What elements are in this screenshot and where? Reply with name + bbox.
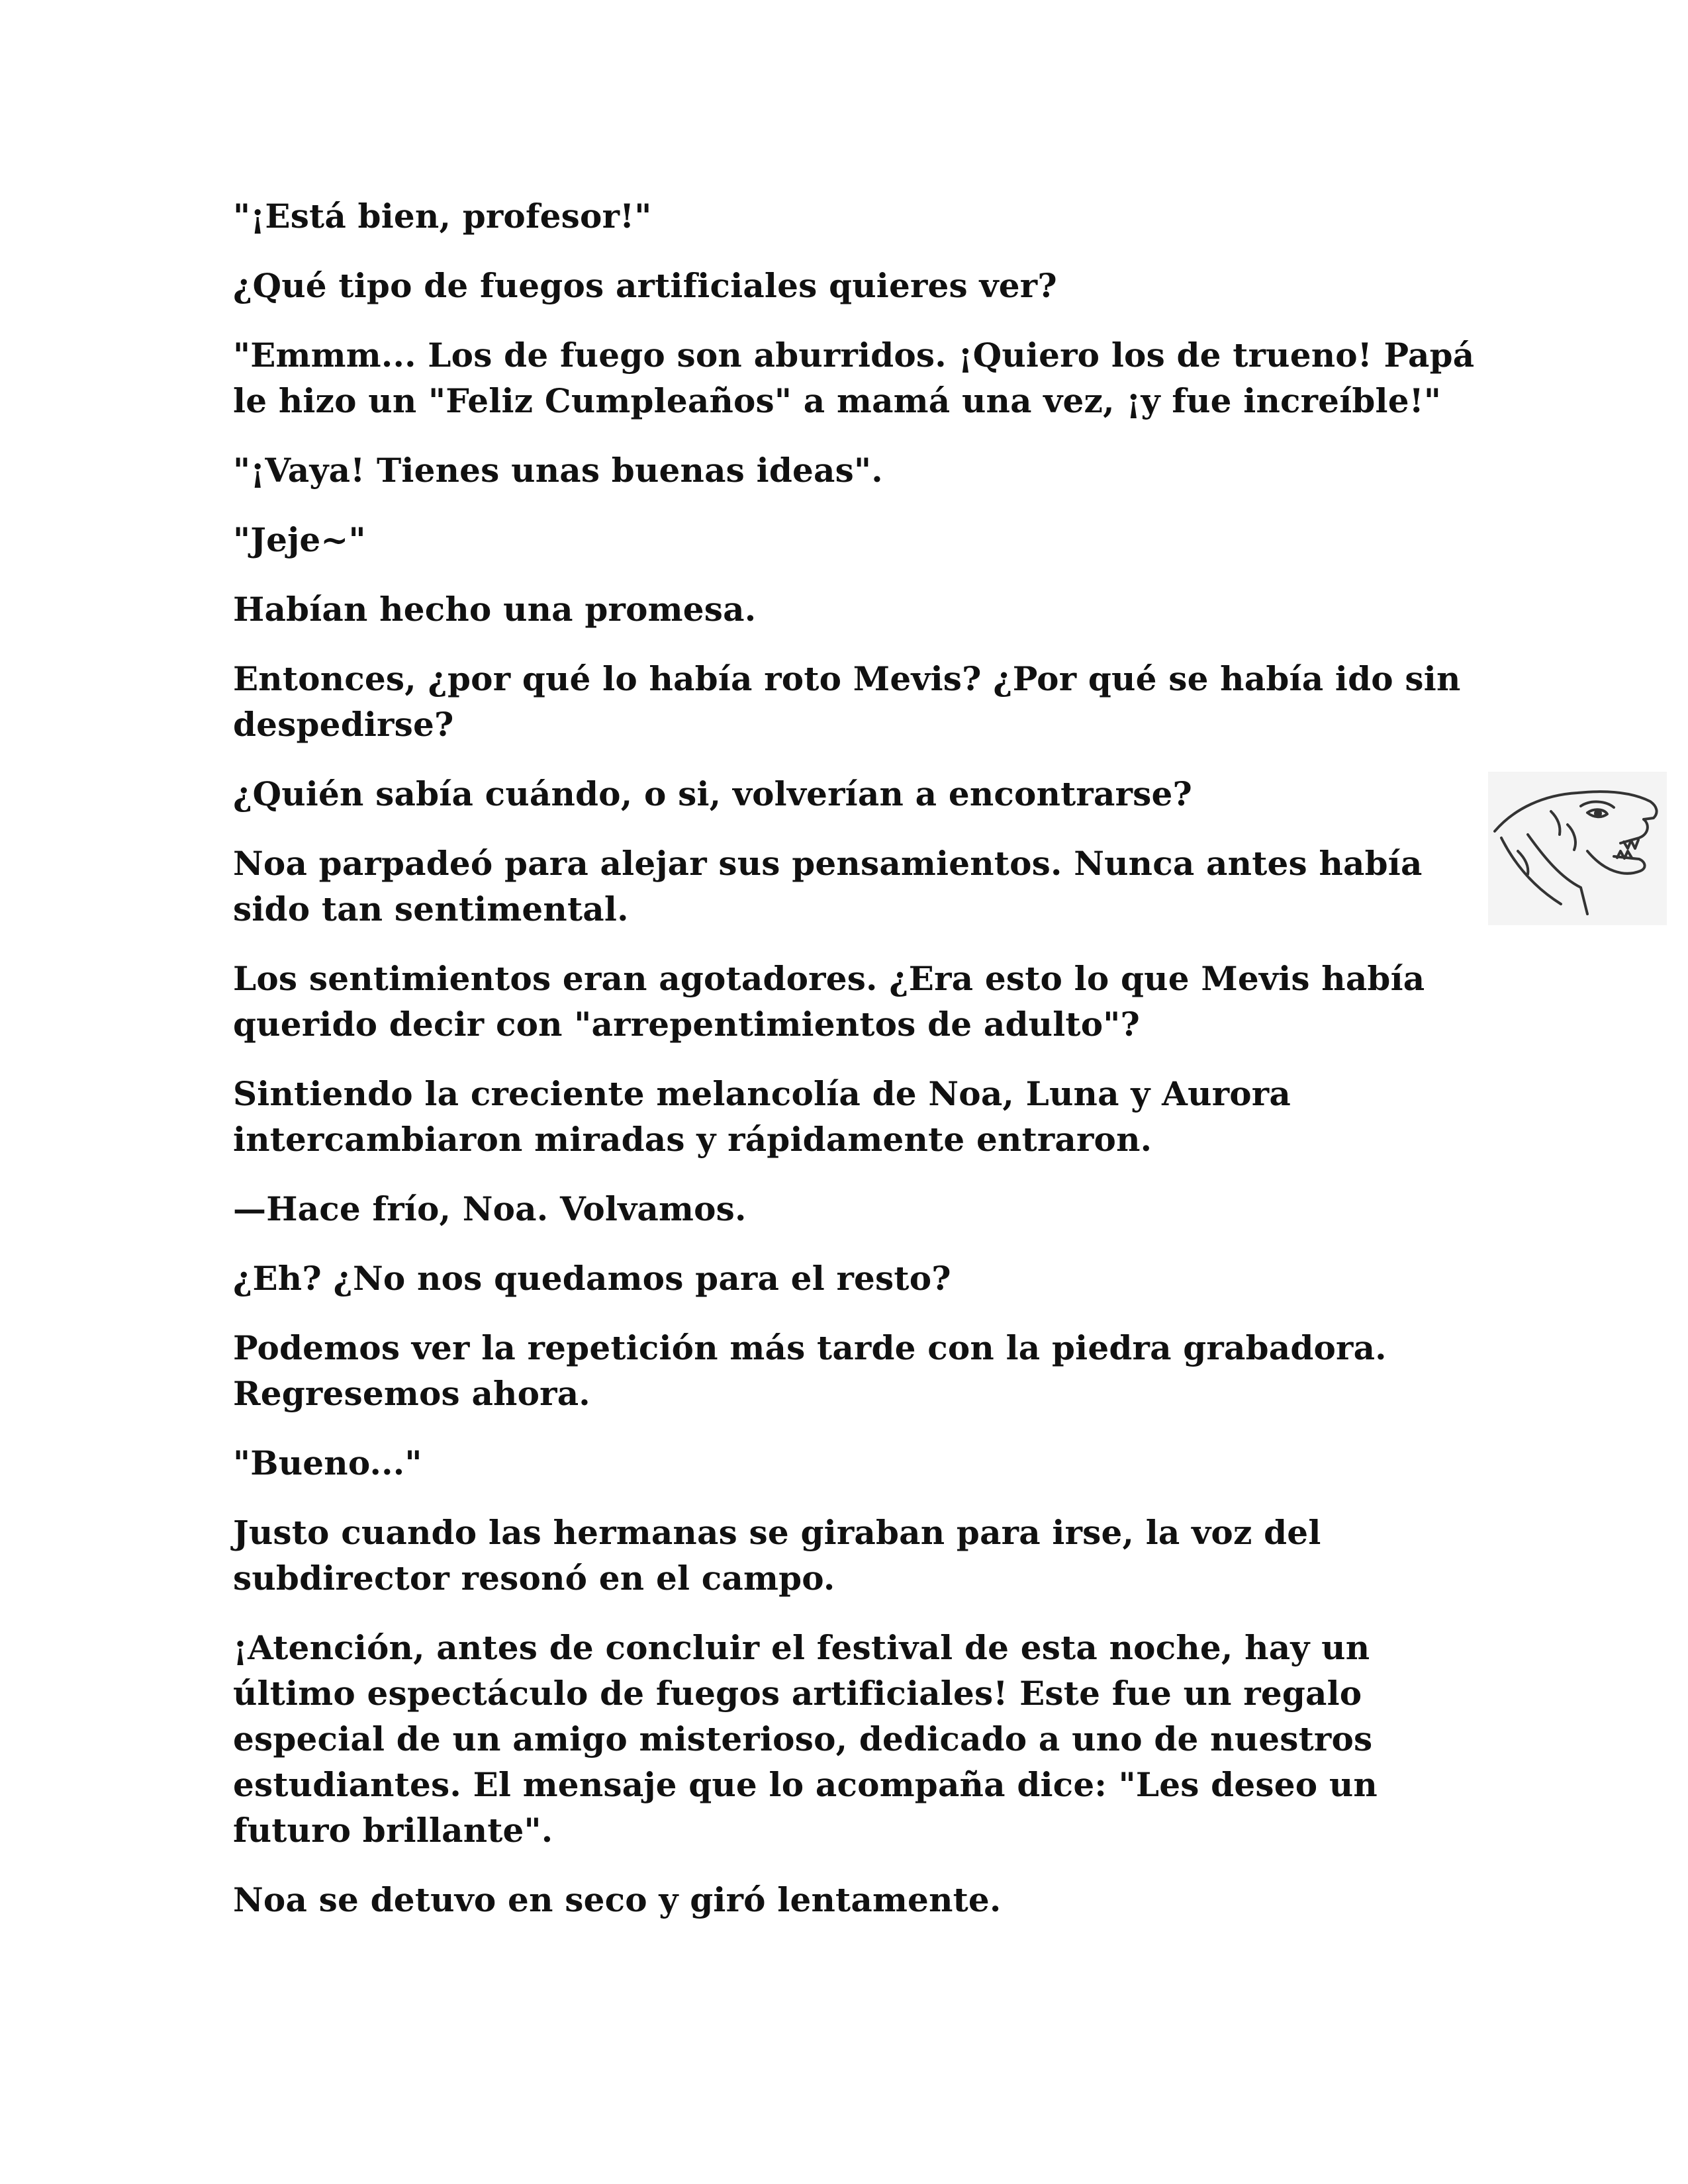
document-body — [233, 193, 1477, 1946]
paragraph: ¿Quién sabía cuándo, o si, volverían a encontrarse? — [233, 774, 1192, 813]
paragraph: ¿Qué tipo de fuegos artificiales quieres ver? — [233, 266, 1057, 305]
paragraph: "¡Vaya! Tienes unas buenas ideas". — [233, 451, 883, 490]
paragraph: Sintiendo la creciente melancolía de Noa, Luna y Aurora intercambiaron miradas y rápidamente entraron. — [233, 1074, 1291, 1159]
paragraph: —Hace frío, Noa. Volvamos. — [233, 1189, 747, 1228]
paragraph: Habían hecho una promesa. — [233, 590, 757, 629]
paragraph: ¡Atención, antes de concluir el festival de esta noche, hay un último espectáculo de fuegos artificiales! Este fue un regalo especial de un amigo misterioso, dedicado a uno de nuestros estudiantes. El mensaje que lo acompaña dice: "Les deseo un futuro brillante". — [233, 1628, 1378, 1850]
paragraph: Noa se detuvo en seco y giró lentamente. — [233, 1880, 1002, 1919]
paragraph: "Jeje~" — [233, 520, 366, 559]
paragraph: Podemos ver la repetición más tarde con la piedra grabadora. Regresemos ahora. — [233, 1328, 1387, 1413]
paragraph: "¡Está bien, profesor!" — [233, 197, 652, 236]
paragraph: Noa parpadeó para alejar sus pensamientos. Nunca antes había sido tan sentimental. — [233, 844, 1423, 929]
paragraph: Entonces, ¿por qué lo había roto Mevis? ¿Por qué se había ido sin despedirse? — [233, 659, 1461, 744]
paragraph: Los sentimientos eran agotadores. ¿Era esto lo que Mevis había querido decir con "arrepentimientos de adulto"? — [233, 959, 1425, 1044]
paragraph: Justo cuando las hermanas se giraban para irse, la voz del subdirector resonó en el campo. — [233, 1513, 1321, 1598]
paragraph: "Emmm... Los de fuego son aburridos. ¡Quiero los de trueno! Papá le hizo un "Feliz Cumpleaños" a mamá una vez, ¡y fue increíble!" — [233, 336, 1475, 420]
dinosaur-head-icon — [1488, 772, 1667, 925]
paragraph: "Bueno..." — [233, 1443, 422, 1482]
paragraph: ¿Eh? ¿No nos quedamos para el resto? — [233, 1259, 951, 1298]
